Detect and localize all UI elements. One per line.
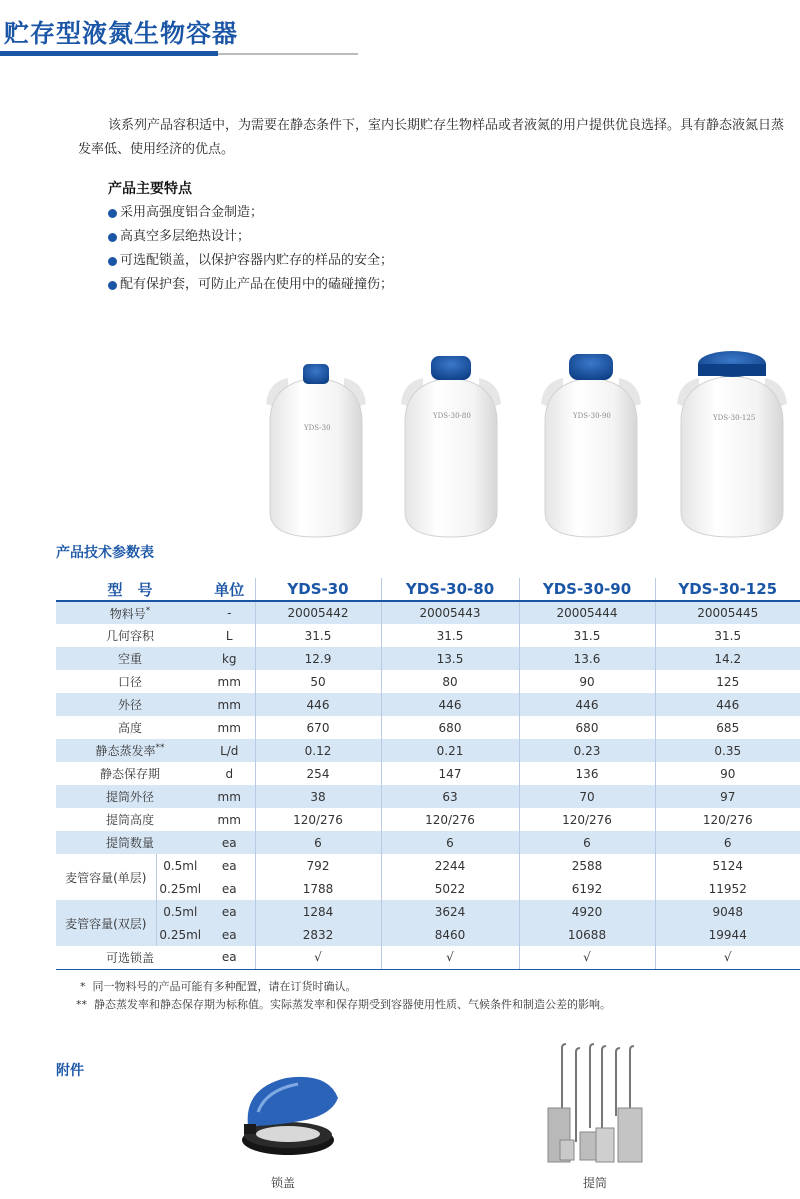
row-unit: mm (217, 812, 241, 827)
table-cell: 670 (255, 716, 381, 739)
footnote-mark: ** (155, 743, 165, 753)
group-label: 麦管容量(单层) (65, 870, 147, 885)
row-label: 外径 (56, 693, 204, 716)
dewar-label: YDS-30-125 (713, 414, 756, 422)
table-cell: 14.2 (655, 647, 800, 670)
table-cell: 11952 (655, 877, 800, 900)
table-cell: 31.5 (519, 624, 655, 647)
row-unit: ea (221, 881, 237, 896)
title-underline (0, 51, 218, 56)
table-cell: 1788 (255, 877, 381, 900)
row-unit: L/d (204, 739, 255, 762)
table-row (56, 762, 800, 785)
table-cell: 31.5 (381, 624, 519, 647)
table-row (56, 808, 800, 831)
header-unit: 单位 (204, 578, 255, 601)
dewar-label: YDS-30 (304, 424, 331, 432)
header-col: YDS-30-90 (519, 578, 655, 601)
straw-size: 0.5ml (156, 900, 204, 923)
features-title: 产品主要特点 (108, 181, 192, 197)
table-cell: 120/276 (381, 808, 519, 831)
spec-table (56, 578, 800, 970)
table-cell: 446 (655, 693, 800, 716)
table-cell: 10688 (519, 923, 655, 946)
row-label: 高度 (117, 721, 142, 735)
table-cell: 147 (381, 762, 519, 785)
table-cell: 9048 (655, 900, 800, 923)
table-cell: 3624 (381, 900, 519, 923)
table-cell: 6 (255, 831, 381, 854)
page-title: 贮存型液氮生物容器 (4, 19, 239, 48)
feature-item: 可选配锁盖，以保护容器内贮存的样品的安全； (108, 249, 393, 273)
table-cell: 97 (655, 785, 800, 808)
table-cell: 38 (255, 785, 381, 808)
row-unit: mm (217, 674, 241, 689)
table-cell: 0.23 (519, 739, 655, 762)
table-cell: 20005442 (255, 601, 381, 624)
table-cell: 31.5 (655, 624, 800, 647)
table-cell: 5022 (381, 877, 519, 900)
row-label: 提筒外径 (56, 785, 204, 808)
row-unit: d (225, 766, 234, 781)
row-unit: ea (204, 900, 255, 923)
table-row (56, 716, 800, 739)
table-cell: 20005444 (519, 601, 655, 624)
canister-image (540, 1042, 650, 1168)
table-row (56, 900, 800, 923)
table-row (56, 785, 800, 808)
footnote: ** 静态蒸发率和静态保存期为标称值。实际蒸发率和保存期受到容器使用性质、气候条件和制造公差的影响。 (76, 998, 611, 1011)
table-row (56, 693, 800, 716)
table-cell: 70 (519, 785, 655, 808)
table-cell: 90 (655, 762, 800, 785)
table-cell: 20005443 (381, 601, 519, 624)
straw-size: 0.25ml (156, 923, 204, 946)
table-cell: 446 (255, 693, 381, 716)
row-label: 几何容积 (105, 629, 154, 643)
lock-lid-caption: 锁盖 (271, 1176, 296, 1190)
spec-table-body (56, 601, 800, 969)
table-cell: 31.5 (255, 624, 381, 647)
table-cell: 0.21 (381, 739, 519, 762)
table-cell: 120/276 (255, 808, 381, 831)
header-col: YDS-30-125 (655, 578, 800, 601)
table-cell: 6 (519, 831, 655, 854)
bullet-icon (108, 209, 117, 218)
table-row (56, 624, 800, 647)
feature-item: 高真空多层绝热设计； (108, 225, 393, 249)
feature-item: 采用高强度铝合金制造； (108, 201, 393, 225)
table-cell: 13.5 (381, 647, 519, 670)
row-unit: kg (204, 647, 255, 670)
row-unit: ea (204, 831, 255, 854)
row-label: 提筒高度 (105, 813, 154, 827)
row-unit: ea (204, 946, 255, 969)
table-cell: 6 (381, 831, 519, 854)
footnotes (76, 978, 611, 1014)
table-cell: 120/276 (519, 808, 655, 831)
row-unit: ea (221, 858, 237, 873)
header-col: YDS-30 (255, 578, 381, 601)
row-label: 空重 (56, 647, 204, 670)
row-unit: L (225, 628, 233, 643)
canister-caption: 提筒 (583, 1176, 608, 1190)
table-cell: 19944 (655, 923, 800, 946)
table-cell: 136 (519, 762, 655, 785)
table-cell: 4920 (519, 900, 655, 923)
row-unit: - (204, 601, 255, 624)
row-label: 物料号* (56, 601, 204, 624)
table-cell: 8460 (381, 923, 519, 946)
bullet-icon (108, 233, 117, 242)
dewar-yds-30 (266, 364, 366, 537)
table-cell: √ (519, 946, 655, 969)
table-cell: 120/276 (655, 808, 800, 831)
header-model: 型 号 (56, 578, 204, 601)
straw-size: 0.25ml (156, 877, 204, 900)
table-cell: √ (255, 946, 381, 969)
header-col: YDS-30-80 (381, 578, 519, 601)
table-row (56, 831, 800, 854)
table-row (56, 739, 800, 762)
straw-size: 0.5ml (156, 854, 204, 877)
table-cell: 792 (255, 854, 381, 877)
row-label: 静态蒸发率** (56, 739, 204, 762)
table-cell: 80 (381, 670, 519, 693)
table-row (56, 946, 800, 969)
table-cell: 125 (655, 670, 800, 693)
table-row (56, 877, 800, 900)
dewar-yds-30-80 (401, 356, 501, 537)
table-row (56, 670, 800, 693)
table-row (56, 854, 800, 877)
table-cell: 13.6 (519, 647, 655, 670)
table-cell: 2832 (255, 923, 381, 946)
table-row (56, 923, 800, 946)
dewar-label: YDS-30-90 (573, 412, 611, 420)
row-label: 静态保存期 (99, 767, 160, 781)
footnote: * 同一物料号的产品可能有多种配置，请在订货时确认。 (80, 980, 357, 993)
row-unit: mm (217, 720, 241, 735)
table-cell: 0.12 (255, 739, 381, 762)
intro-paragraph: 该系列产品容积适中，为需要在静态条件下，室内长期贮存生物样品或者液氮的用户提供优良选择。具有静态液氮日蒸发率低、使用经济的优点。 (78, 118, 785, 157)
footnote-mark: * (145, 605, 151, 616)
feature-item: 配有保护套，可防止产品在使用中的磕碰撞伤； (108, 273, 393, 297)
bullet-icon (108, 257, 117, 266)
group-label: 麦管容量(双层) (56, 900, 156, 946)
row-label: 可选锁盖 (56, 946, 204, 969)
table-cell: 680 (381, 716, 519, 739)
table-cell: 680 (519, 716, 655, 739)
dewar-yds-30-90 (541, 354, 641, 537)
row-unit: mm (204, 693, 255, 716)
table-cell: 50 (255, 670, 381, 693)
table-cell: 446 (381, 693, 519, 716)
feature-list (108, 201, 393, 297)
table-cell: 20005445 (655, 601, 800, 624)
dewar-label: YDS-30-80 (433, 412, 471, 420)
row-label: 提筒数量 (56, 831, 204, 854)
table-cell: 446 (519, 693, 655, 716)
table-cell: 2588 (519, 854, 655, 877)
table-cell: 12.9 (255, 647, 381, 670)
title-underline-gray (218, 53, 358, 55)
table-cell: 63 (381, 785, 519, 808)
row-unit: mm (204, 785, 255, 808)
table-cell: √ (381, 946, 519, 969)
lock-lid-image (236, 1068, 346, 1160)
table-row (56, 647, 800, 670)
table-row (56, 601, 800, 624)
table-cell: 254 (255, 762, 381, 785)
table-cell: √ (655, 946, 800, 969)
accessories-title: 附件 (56, 1063, 84, 1079)
table-cell: 2244 (381, 854, 519, 877)
spec-table-title: 产品技术参数表 (56, 545, 154, 561)
row-unit: ea (204, 923, 255, 946)
table-cell: 90 (519, 670, 655, 693)
table-cell: 0.35 (655, 739, 800, 762)
table-cell: 1284 (255, 900, 381, 923)
table-cell: 685 (655, 716, 800, 739)
bullet-icon (108, 281, 117, 290)
product-photo (256, 342, 800, 542)
table-cell: 6 (655, 831, 800, 854)
table-header-row (56, 578, 800, 601)
dewar-yds-30-125 (677, 351, 787, 537)
table-cell: 6192 (519, 877, 655, 900)
table-cell: 5124 (655, 854, 800, 877)
row-label: 口径 (117, 675, 142, 689)
